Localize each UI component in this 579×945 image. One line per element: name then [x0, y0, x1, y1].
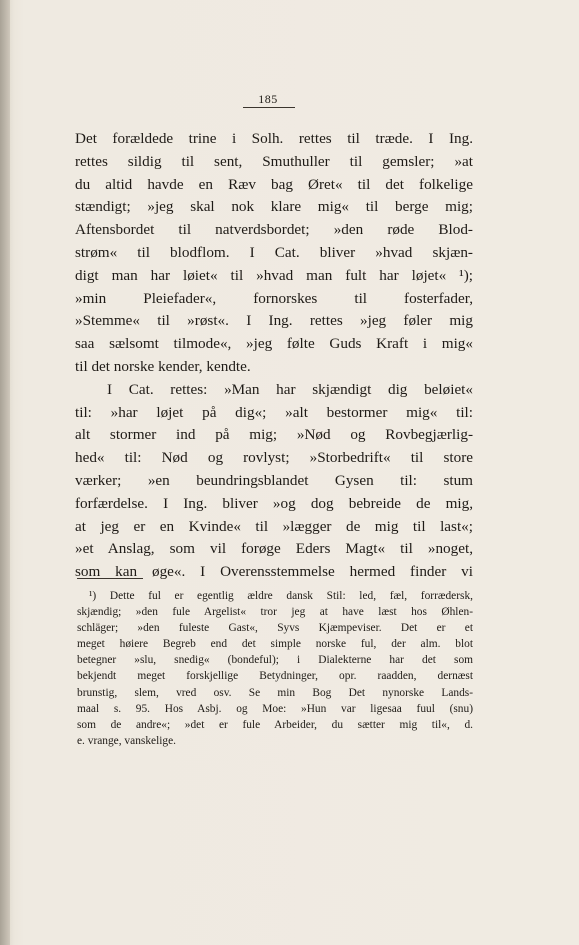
body-text — [75, 128, 473, 584]
body-line: saa sælsomt tilmode«, »jeg følte Guds Kraft i mig« — [75, 335, 473, 353]
body-line: Det forældede trine i Solh. rettes til træde. I Ing. — [75, 130, 473, 147]
body-line: Aftensbordet til natverdsbordet; »den røde Blod- — [75, 221, 473, 239]
body-line: værker; »en beundringsblandet Gysen til: stum — [75, 471, 473, 489]
body-line: du altid havde en Ræv bag Øret« til det folkelige — [75, 175, 473, 193]
body-line: som kan øge«. I Overensstemmelse hermed finder vi — [75, 563, 473, 581]
body-line: alt stormer ind på mig; »Nød og Rovbegjærlig- — [75, 426, 473, 444]
body-line: I Cat. rettes: »Man har skjændigt dig beløiet« — [107, 380, 473, 398]
body-line: stændigt; »jeg skal nok klare mig« til berge mig; — [75, 198, 473, 216]
body-line: rettes sildig til sent, Smuthuller til gemsler; »at — [75, 152, 473, 170]
footnote-line: meget høiere Begreb end det simple norske ful, der alm. blot — [77, 638, 473, 651]
footnote-line: bekjendt meget forskjellige Betydninger, opr. raadden, dernæst — [77, 670, 473, 683]
footnote-line: som de andre«; »det er fule Arbeider, du sætter mig til«, d. — [77, 718, 473, 731]
footnote-line: skjændig; »den fule Argelist« tror jeg at have læst hos Øhlen- — [77, 606, 473, 619]
footnote-line: ¹) Dette ful er egentlig ældre dansk Stil: led, fæl, forrædersk, — [89, 590, 473, 602]
page-number: 185 — [258, 92, 278, 106]
body-line: »et Anslag, som vil forøge Eders Magt« til »noget, — [75, 540, 473, 558]
footnote-rule — [77, 578, 143, 579]
body-line: digt man har løiet« til »hvad man fult har løjet« ¹); — [75, 266, 473, 284]
footnote-line: brunstig, slem, vred osv. Se min Bog Det nynorske Lands- — [77, 686, 473, 699]
body-line: hed« til: Nød og rovlyst; »Storbedrift« til store — [75, 449, 473, 467]
footnote-line: schläger; »den fuleste Gast«, Syvs Kjæmpeviser. Det er et — [77, 622, 473, 635]
header-rule — [243, 107, 295, 108]
body-line: strøm« til blodflom. I Cat. bliver »hvad skjæn- — [75, 243, 473, 261]
footnote-line: e. vrange, vanskelige. — [77, 734, 176, 747]
body-line: »min Pleiefader«, fornorskes til fosterfader, — [75, 289, 473, 307]
footnote-line: betegner »slu, snedig« (bondeful); i Dialekterne har det som — [77, 654, 473, 667]
body-line: til det norske kender, kendte. — [75, 357, 251, 375]
body-line: til: »har løjet på dig«; »alt bestormer mig« til: — [75, 403, 473, 421]
page-spine-shadow — [0, 0, 10, 945]
body-line: forfærdelse. I Ing. bliver »og dog bebreide de mig, — [75, 494, 473, 512]
body-line: »Stemme« til »røst«. I Ing. rettes »jeg føler mig — [75, 312, 473, 330]
footnote-line: maal s. 95. Hos Asbj. og Moe: »Hun var ligesaa fuul (snu) — [77, 702, 473, 715]
footnotes — [77, 588, 473, 749]
body-line: at jeg er en Kvinde« til »lægger de mig til last«; — [75, 517, 473, 535]
